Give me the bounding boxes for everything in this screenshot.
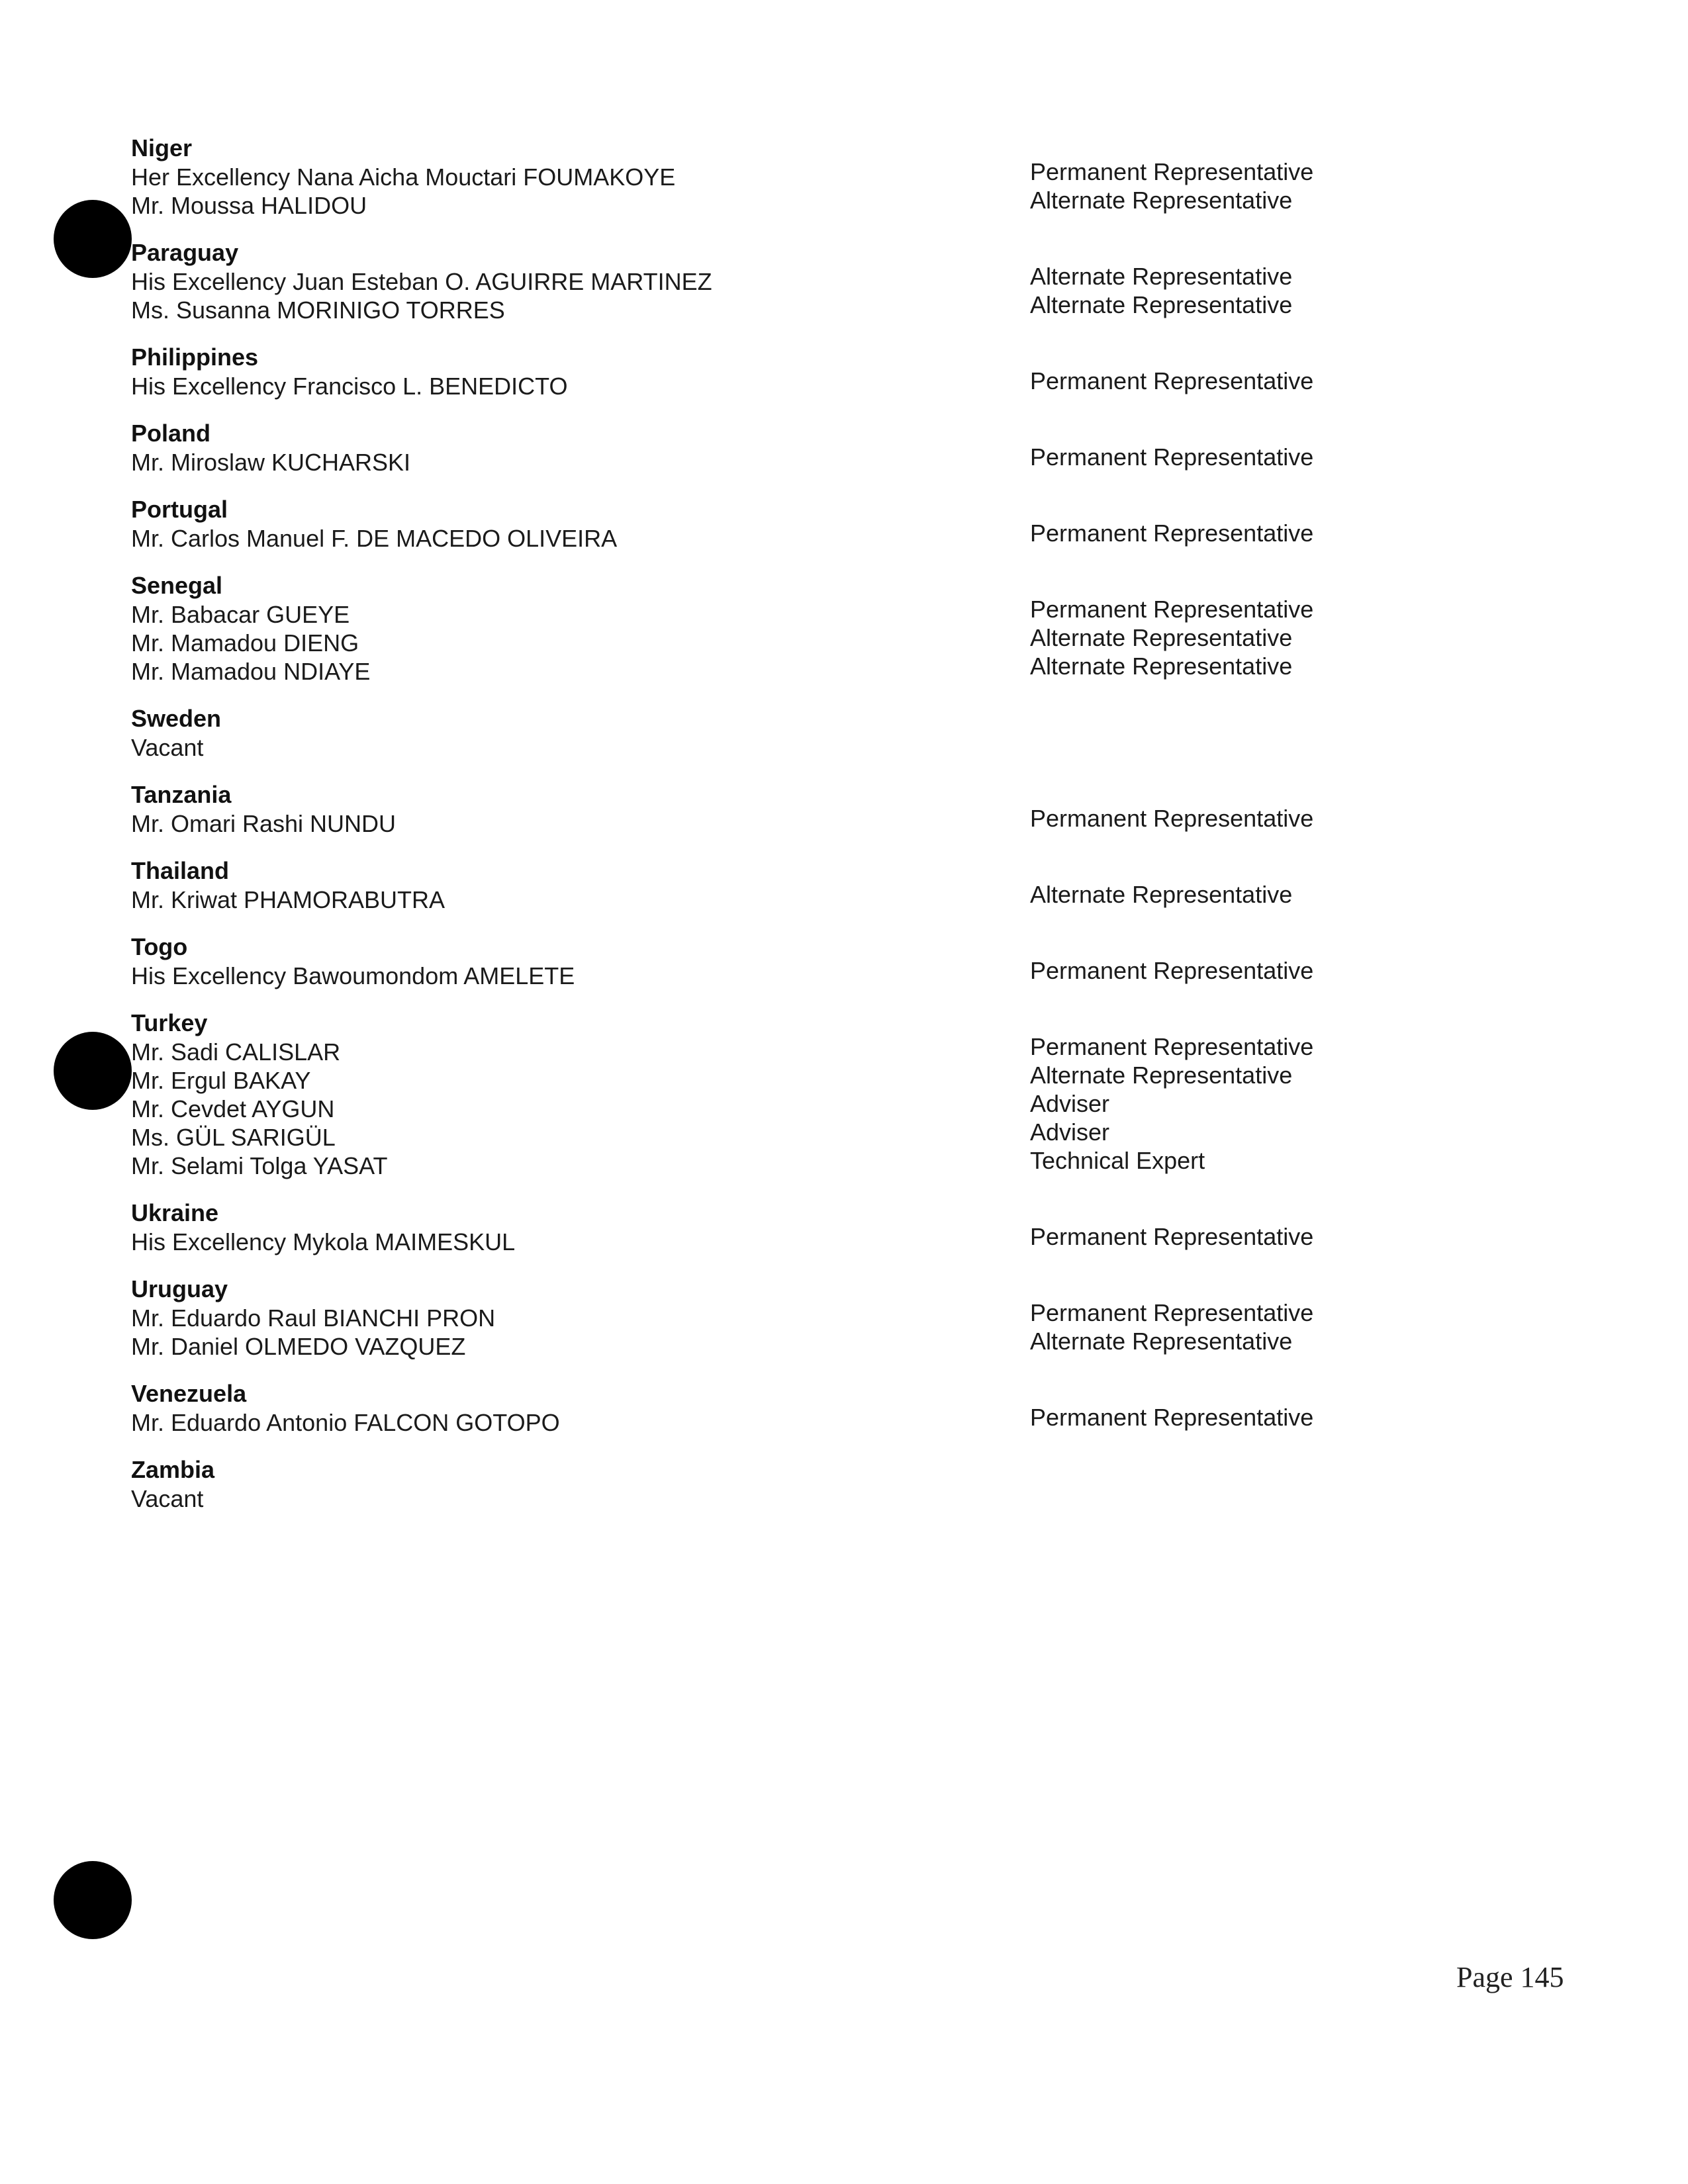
country-name: Thailand — [131, 857, 230, 884]
country-block — [131, 780, 1455, 838]
member-name: Mr. Eduardo Raul BIANCHI PRON — [131, 1304, 496, 1332]
member-role: Permanent Representative — [1030, 1223, 1314, 1250]
member-name: His Excellency Juan Esteban O. AGUIRRE MARTINEZ — [131, 268, 712, 295]
punch-hole-middle — [54, 1032, 132, 1110]
member-name: Mr. Daniel OLMEDO VAZQUEZ — [131, 1333, 466, 1360]
country-name: Venezuela — [131, 1380, 247, 1407]
member-name: Mr. Sadi CALISLAR — [131, 1038, 341, 1066]
member-name: Mr. Mamadou NDIAYE — [131, 658, 371, 685]
member-name: Mr. Cevdet AYGUN — [131, 1095, 335, 1122]
member-role: Adviser — [1030, 1118, 1110, 1146]
member-role: Technical Expert — [1030, 1147, 1205, 1174]
member-role: Permanent Representative — [1030, 158, 1314, 185]
member-role: Permanent Representative — [1030, 1299, 1314, 1326]
country-name: Uruguay — [131, 1275, 228, 1302]
member-row — [131, 443, 1455, 477]
member-name: Ms. GÜL SARIGÜL — [131, 1124, 336, 1151]
member-role: Alternate Representative — [1030, 263, 1293, 290]
member-row — [131, 291, 1455, 324]
country-name: Paraguay — [131, 239, 239, 266]
country-block — [131, 571, 1455, 686]
member-row — [131, 1223, 1455, 1256]
member-role: Alternate Representative — [1030, 1062, 1293, 1089]
member-row — [131, 733, 1455, 762]
member-name: His Excellency Francisco L. BENEDICTO — [131, 373, 568, 400]
member-row — [131, 957, 1455, 990]
member-row — [131, 1328, 1455, 1361]
member-role: Alternate Representative — [1030, 881, 1293, 908]
country-name: Tanzania — [131, 781, 232, 808]
member-row — [131, 1118, 1455, 1152]
country-block — [131, 1275, 1455, 1361]
punch-hole-bottom — [54, 1861, 132, 1939]
member-name: Mr. Kriwat PHAMORABUTRA — [131, 886, 445, 913]
country-block — [131, 1379, 1455, 1437]
member-name: Mr. Carlos Manuel F. DE MACEDO OLIVEIRA — [131, 525, 618, 552]
country-block — [131, 933, 1455, 990]
country-name: Turkey — [131, 1009, 208, 1036]
country-name: Philippines — [131, 343, 259, 371]
member-role: Alternate Representative — [1030, 187, 1293, 214]
member-role: Permanent Representative — [1030, 596, 1314, 623]
representatives-list — [131, 134, 1455, 1531]
member-role: Permanent Representative — [1030, 1033, 1314, 1060]
country-block — [131, 238, 1455, 324]
country-block — [131, 343, 1455, 400]
member-role: Alternate Representative — [1030, 1328, 1293, 1355]
member-role: Alternate Representative — [1030, 291, 1293, 318]
member-row — [131, 1404, 1455, 1437]
member-row — [131, 881, 1455, 914]
country-block — [131, 1009, 1455, 1180]
country-block — [131, 856, 1455, 914]
member-name: Her Excellency Nana Aicha Mouctari FOUMAKOYE — [131, 163, 676, 191]
member-name: Mr. Selami Tolga YASAT — [131, 1152, 388, 1179]
member-name: Mr. Eduardo Antonio FALCON GOTOPO — [131, 1409, 560, 1436]
page-number: Page 145 — [1456, 1961, 1564, 1993]
member-role: Adviser — [1030, 1090, 1110, 1117]
member-row — [131, 1484, 1455, 1513]
member-name: Mr. Mamadou DIENG — [131, 629, 359, 657]
member-name: His Excellency Mykola MAIMESKUL — [131, 1228, 516, 1255]
member-name: Vacant — [131, 1485, 204, 1512]
member-row — [131, 1062, 1455, 1095]
country-block — [131, 1199, 1455, 1256]
member-role: Permanent Representative — [1030, 1404, 1314, 1431]
member-row — [131, 187, 1455, 220]
member-role: Alternate Representative — [1030, 653, 1293, 680]
country-name: Poland — [131, 420, 211, 447]
member-name: Mr. Miroslaw KUCHARSKI — [131, 449, 411, 476]
country-name: Portugal — [131, 496, 228, 523]
member-name: Mr. Omari Rashi NUNDU — [131, 810, 397, 837]
member-row — [131, 805, 1455, 838]
country-block — [131, 419, 1455, 477]
country-block — [131, 495, 1455, 553]
country-name: Zambia — [131, 1456, 215, 1483]
country-name: Sweden — [131, 705, 222, 732]
member-name: Mr. Babacar GUEYE — [131, 601, 350, 628]
country-name: Niger — [131, 134, 193, 161]
punch-hole-top — [54, 200, 132, 278]
member-name: Vacant — [131, 734, 204, 761]
member-name: Mr. Ergul BAKAY — [131, 1067, 311, 1094]
member-role: Alternate Representative — [1030, 624, 1293, 651]
country-name: Ukraine — [131, 1199, 219, 1226]
member-role: Permanent Representative — [1030, 520, 1314, 547]
country-name: Togo — [131, 933, 188, 960]
member-role: Permanent Representative — [1030, 957, 1314, 984]
member-row — [131, 1147, 1455, 1180]
member-role: Permanent Representative — [1030, 805, 1314, 832]
member-row — [131, 520, 1455, 553]
member-row — [131, 1090, 1455, 1123]
member-name: His Excellency Bawoumondom AMELETE — [131, 962, 575, 989]
country-name: Senegal — [131, 572, 223, 599]
member-role: Permanent Representative — [1030, 443, 1314, 471]
member-role: Permanent Representative — [1030, 367, 1314, 394]
country-block — [131, 134, 1455, 220]
member-row — [131, 367, 1455, 400]
member-name: Ms. Susanna MORINIGO TORRES — [131, 296, 505, 324]
member-row — [131, 653, 1455, 686]
country-block — [131, 704, 1455, 762]
member-name: Mr. Moussa HALIDOU — [131, 192, 367, 219]
country-block — [131, 1455, 1455, 1513]
